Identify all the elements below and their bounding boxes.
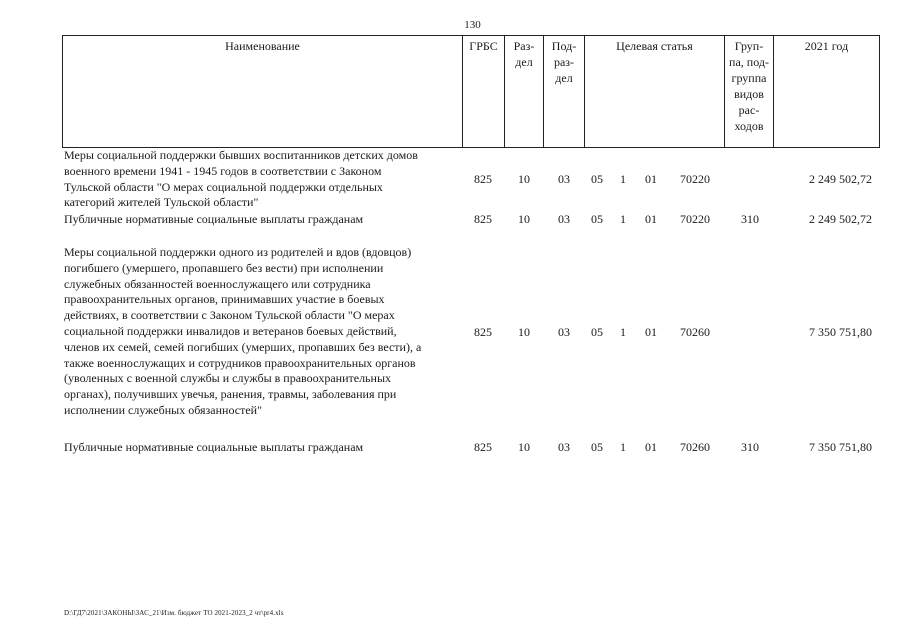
row-grbs: 825 — [474, 440, 492, 454]
page-number: 130 — [464, 19, 481, 31]
row-razdel: 10 — [518, 172, 530, 186]
row-target-2: 1 — [620, 172, 626, 186]
row-target-2: 1 — [620, 325, 626, 339]
header-razdel: Раз- дел — [504, 36, 543, 147]
row-name: Меры социальной поддержки бывших воспитанников детских домов военного времени 1941 - 1945 годов в соответствии с Законом Тульской области "О мерах социальной поддержки отдельных категорий жителей Тульской области" — [64, 148, 418, 210]
row-target-2: 1 — [620, 212, 626, 226]
row-grbs: 825 — [474, 212, 492, 226]
row-name: Публичные нормативные социальные выплаты гражданам — [64, 440, 364, 454]
row-target-1: 05 — [591, 212, 603, 226]
row-name: Публичные нормативные социальные выплаты гражданам — [64, 212, 364, 226]
row-target-1: 05 — [591, 325, 603, 339]
header-grbs: ГРБС — [462, 36, 504, 147]
header-podrazdel: Под- раз- дел — [543, 36, 584, 147]
file-path-footer: D:\ГД7\2021\ЗАКОНЫ\ЗАС_21\Изм. бюджет ТО 2021-2023_2 чт\pr4.xls — [64, 609, 284, 617]
row-target-2: 1 — [620, 440, 626, 454]
row-target-1: 05 — [591, 440, 603, 454]
header-target: Целевая статья — [584, 36, 724, 147]
row-amount: 7 350 751,80 — [809, 440, 872, 454]
row-target-4: 70260 — [680, 325, 710, 339]
row-target-3: 01 — [645, 212, 657, 226]
table-header — [62, 35, 880, 148]
row-target-3: 01 — [645, 172, 657, 186]
row-amount: 2 249 502,72 — [809, 172, 872, 186]
row-group: 310 — [741, 440, 759, 454]
row-name: Меры социальной поддержки одного из родителей и вдов (вдовцов) погибшего (умершего, пропавшего без вести) при исполнении служебных обязанностей военнослужащего или сотрудника правоохранительных органов, принимавших участие в боевых действиях, в соответствии с Законом Тульской области "О мерах социальной поддержки инвалидов и ветеранов боевых действий, членов их семей, семей погибших (умерших, пропавших без вести), а также военнослужащих и сотрудников правоохранительных органов (уволенных с военной службы и службы в правоохранительных органах), получивших увечья, ранения, травмы, заболевания при исполнении служебных обязанностей" — [64, 245, 422, 417]
row-target-4: 70220 — [680, 212, 710, 226]
row-podrazdel: 03 — [558, 325, 570, 339]
row-target-4: 70260 — [680, 440, 710, 454]
header-group: Груп- па, под- группа видов рас- ходов — [724, 36, 773, 147]
header-name: Наименование — [225, 39, 300, 53]
row-podrazdel: 03 — [558, 212, 570, 226]
header-year: 2021 год — [773, 36, 879, 147]
row-grbs: 825 — [474, 172, 492, 186]
row-amount: 7 350 751,80 — [809, 325, 872, 339]
row-razdel: 10 — [518, 212, 530, 226]
row-podrazdel: 03 — [558, 172, 570, 186]
row-target-3: 01 — [645, 325, 657, 339]
row-podrazdel: 03 — [558, 440, 570, 454]
row-target-4: 70220 — [680, 172, 710, 186]
row-group: 310 — [741, 212, 759, 226]
row-razdel: 10 — [518, 440, 530, 454]
row-razdel: 10 — [518, 325, 530, 339]
row-target-1: 05 — [591, 172, 603, 186]
row-target-3: 01 — [645, 440, 657, 454]
row-amount: 2 249 502,72 — [809, 212, 872, 226]
row-grbs: 825 — [474, 325, 492, 339]
